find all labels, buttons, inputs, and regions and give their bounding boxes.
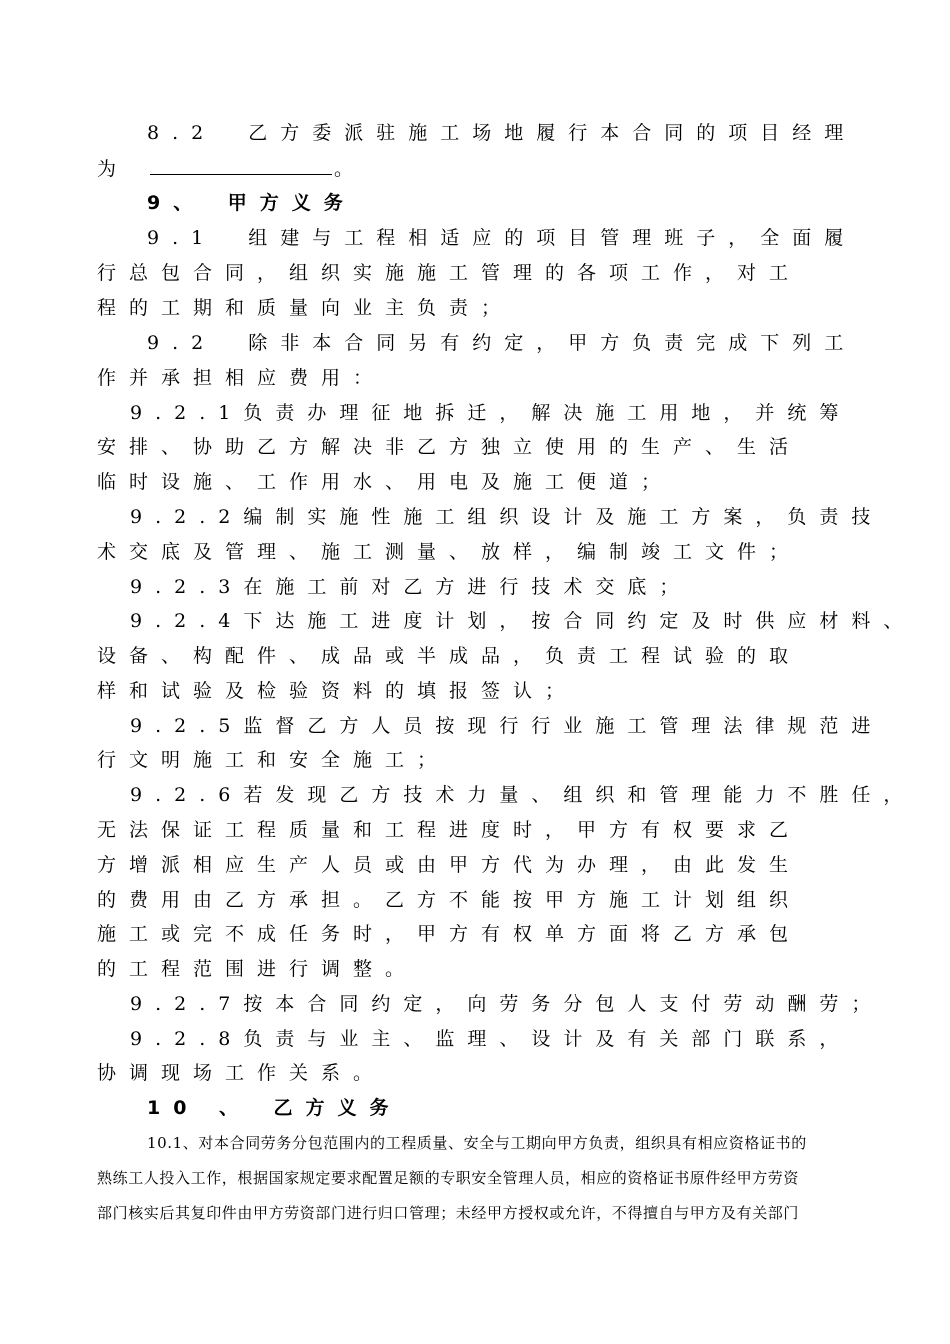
clause-10-1-line: 10.1、对本合同劳务分包范围内的工程质量、安全与工期向甲方负责，组织具有相应资格证书的 (147, 1134, 807, 1152)
clause-9-2-6-line: 施工或完不成任务时，甲方有权单方面将乙方承包 (97, 923, 802, 945)
clause-9-2-5-line: 9.2.5监督乙方人员按现行行业施工管理法律规范进 (130, 715, 884, 737)
clause-10-1-line: 部门核实后其复印件由甲方劳资部门进行归口管理；未经甲方授权或允许，不得擅自与甲方及有关部门 (97, 1204, 800, 1222)
clause-9-2-3-line: 9.2.3在施工前对乙方进行技术交底； (130, 576, 692, 598)
clause-9-2-6-line: 的工程范围进行调整。 (97, 958, 418, 980)
clause-9-2-8-line: 9.2.8负责与业主、监理、设计及有关部门联系， (130, 1028, 852, 1050)
clause-8-2-wei: 为 (97, 158, 117, 180)
clause-9-2-2-line: 9.2.2编制实施性施工组织设计及施工方案，负责技 (130, 506, 884, 528)
clause-9-1-line: 9.1 组建与工程相适应的项目管理班子，全面履 (147, 227, 857, 249)
clause-9-2-4-line: 样和试验及检验资料的填报签认； (97, 680, 578, 702)
clause-9-2-6-line: 方增派相应生产人员或由甲方代为办理，由此发生 (97, 854, 802, 876)
clause-9-2-4-line: 设备、构配件、成品或半成品，负责工程试验的取 (97, 645, 802, 667)
clause-9-2-5-line: 行文明施工和安全施工； (97, 749, 450, 771)
clause-10-1-line: 熟练工人投入工作，根据国家规定要求配置足额的专职安全管理人员，相应的资格证书原件经甲方劳资 (97, 1169, 800, 1187)
clause-9-2-1-line: 9.2.1负责办理征地拆迁，解决施工用地，并统筹 (130, 402, 852, 424)
clause-9-2-7-line: 9.2.7按本合同约定，向劳务分包人支付劳动酬劳； (130, 993, 884, 1015)
clause-9-2-6-line: 的费用由乙方承担。乙方不能按甲方施工计划组织 (97, 889, 802, 911)
clause-9-2-1-line: 临时设施、工作用水、用电及施工便道； (97, 471, 674, 493)
clause-9-2-6-line: 无法保证工程质量和工程进度时，甲方有权要求乙 (97, 819, 802, 841)
project-manager-blank (150, 160, 332, 175)
clause-8-2-line-1: 8.2 乙方委派驻施工场地履行本合同的项目经理 (147, 122, 857, 144)
clause-9-2-4-line: 9.2.4下达施工进度计划，按合同约定及时供应材料、 (130, 610, 916, 632)
clause-9-2-line: 作并承担相应费用： (97, 367, 386, 389)
clause-9-2-line: 9.2 除非本合同另有约定，甲方负责完成下列工 (147, 332, 857, 354)
section-10-heading: 10 、 乙方义务 (147, 1097, 402, 1119)
clause-9-1-line: 行总包合同，组织实施施工管理的各项工作，对工 (97, 262, 802, 284)
clause-8-2-end: 。 (334, 158, 354, 180)
section-9-heading: 9、 甲方义务 (147, 192, 356, 214)
clause-8-2-line-2 (97, 157, 353, 181)
clause-9-2-1-line: 安排、协助乙方解决非乙方独立使用的生产、生活 (97, 436, 802, 458)
clause-9-2-2-line: 术交底及管理、施工测量、放样，编制竣工文件； (97, 541, 802, 563)
clause-9-2-8-line: 协调现场工作关系。 (97, 1062, 386, 1084)
clause-9-1-line: 程的工期和质量向业主负责； (97, 297, 514, 319)
clause-9-2-6-line: 9.2.6若发现乙方技术力量、组织和管理能力不胜任， (130, 784, 916, 806)
